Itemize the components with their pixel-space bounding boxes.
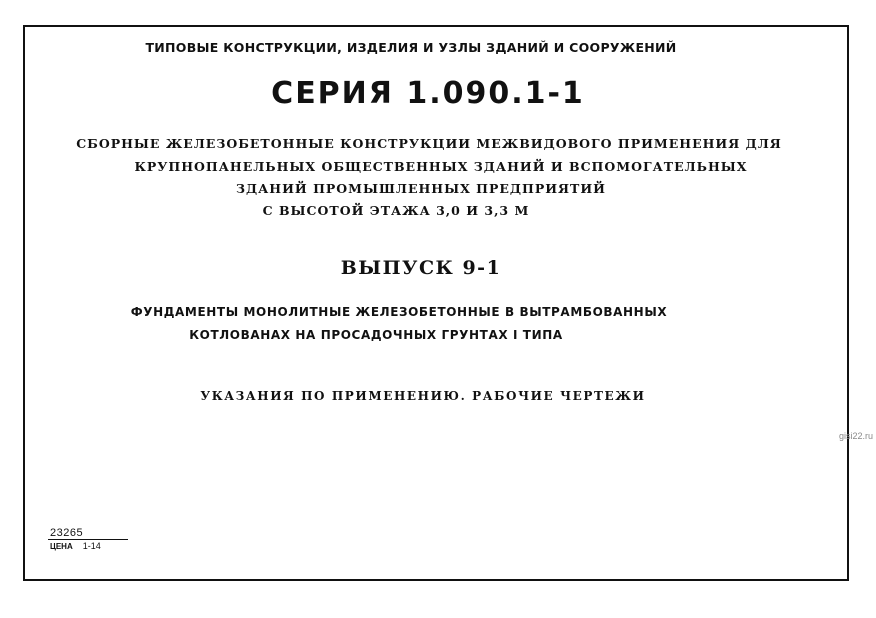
stamp-price: [48, 540, 128, 553]
issue-subtitle-line-2: КОТЛОВАНАХ НА ПРОСАДОЧНЫХ ГРУНТАХ I ТИПА: [189, 328, 563, 342]
series-title: СЕРИЯ 1.090.1-1: [271, 76, 585, 111]
part-title: УКАЗАНИЯ ПО ПРИМЕНЕНИЮ. РАБОЧИЕ ЧЕРТЕЖИ: [200, 389, 646, 403]
stamp: [48, 527, 128, 553]
description-line-4: С ВЫСОТОЙ ЭТАЖА 3,0 И 3,3 М: [262, 203, 530, 218]
description-line-1: СБОРНЫЕ ЖЕЛЕЗОБЕТОННЫЕ КОНСТРУКЦИИ МЕЖВИДОВОГО ПРИМЕНЕНИЯ ДЛЯ: [76, 136, 782, 151]
watermark: gisi22.ru: [839, 431, 874, 441]
stamp-number: 23265: [48, 527, 128, 540]
stamp-price-label: ЦЕНА: [50, 542, 73, 551]
description-line-2: КРУПНОПАНЕЛЬНЫХ ОБЩЕСТВЕННЫХ ЗДАНИЙ И ВСПОМОГАТЕЛЬНЫХ: [134, 159, 748, 174]
issue-title: ВЫПУСК 9-1: [340, 257, 502, 279]
header-title: ТИПОВЫЕ КОНСТРУКЦИИ, ИЗДЕЛИЯ И УЗЛЫ ЗДАНИЙ И СООРУЖЕНИЙ: [145, 40, 677, 55]
stamp-price-value: 1-14: [82, 541, 101, 551]
issue-subtitle-line-1: ФУНДАМЕНТЫ МОНОЛИТНЫЕ ЖЕЛЕЗОБЕТОННЫЕ В ВЫТРАМБОВАННЫХ: [130, 305, 668, 319]
description-line-3: ЗДАНИЙ ПРОМЫШЛЕННЫХ ПРЕДПРИЯТИЙ: [236, 181, 606, 196]
